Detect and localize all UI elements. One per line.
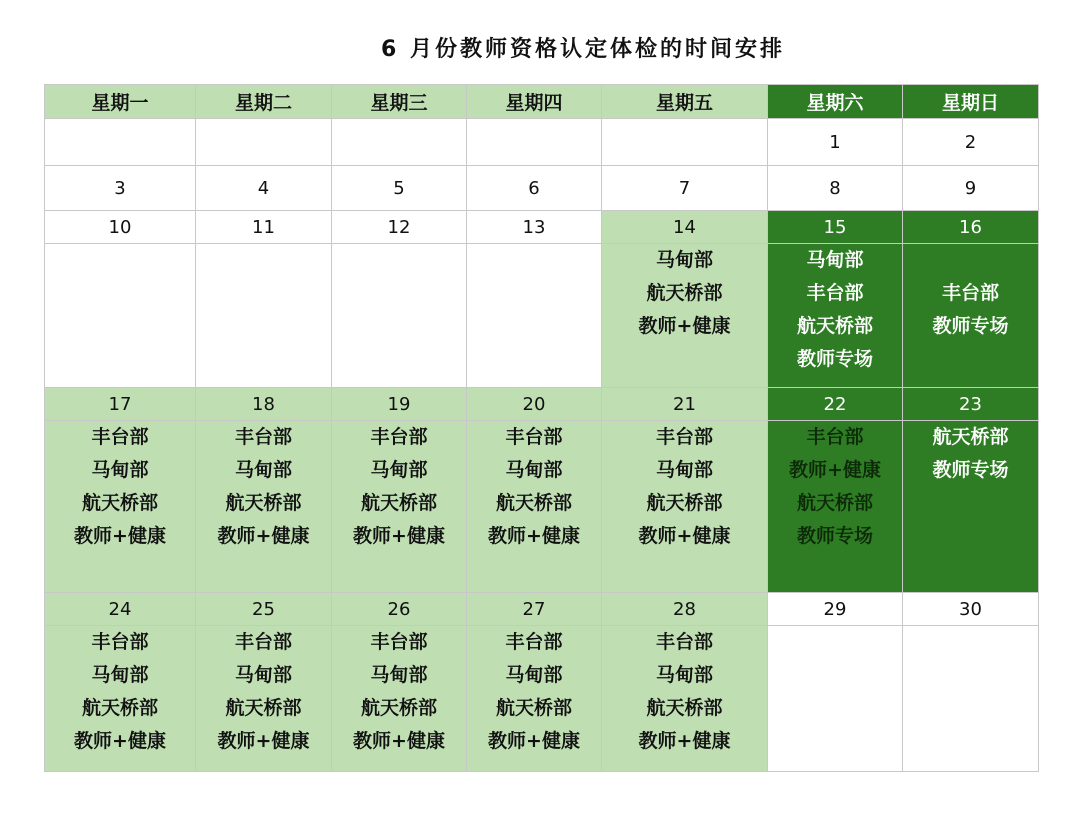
- day-number-10: 10: [45, 211, 196, 244]
- week-1-number-row: [45, 119, 1039, 166]
- schedule-line: [903, 244, 1038, 277]
- day-content-13: [467, 244, 602, 388]
- weekday-header-tue: 星期二: [196, 85, 332, 119]
- schedule-line: 丰台部: [505, 631, 563, 653]
- day-number-21: 21: [602, 388, 768, 421]
- schedule-line: 航天桥部: [932, 426, 1009, 448]
- schedule-line: 航天桥部: [495, 492, 572, 514]
- day-content-27: [467, 626, 602, 772]
- schedule-line: 马甸部: [655, 459, 713, 481]
- day-number-4: 4: [196, 166, 332, 211]
- day-content-24: [45, 626, 196, 772]
- day-number-19: 19: [332, 388, 467, 421]
- empty-day-cell: [196, 119, 332, 166]
- day-number-8: 8: [768, 166, 903, 211]
- day-number-16: 16: [903, 211, 1039, 244]
- schedule-line: 马甸部: [234, 664, 292, 686]
- schedule-line: 马甸部: [370, 459, 428, 481]
- day-number-12: 12: [332, 211, 467, 244]
- day-content-29: [768, 626, 903, 772]
- day-number-5: 5: [332, 166, 467, 211]
- day-number-26: 26: [332, 593, 467, 626]
- schedule-line: 教师+健康: [217, 730, 310, 752]
- day-number-14: 14: [602, 211, 768, 244]
- empty-day-cell: [467, 119, 602, 166]
- empty-day-cell: [602, 119, 768, 166]
- day-content-28: [602, 626, 768, 772]
- schedule-line: 航天桥部: [81, 492, 158, 514]
- day-number-20: 20: [467, 388, 602, 421]
- schedule-line: 马甸部: [655, 664, 713, 686]
- day-number-6: 6: [467, 166, 602, 211]
- schedule-line: 马甸部: [655, 249, 713, 271]
- schedule-line: 丰台部: [655, 426, 713, 448]
- schedule-line: 教师+健康: [74, 525, 166, 547]
- schedule-line: 丰台部: [370, 426, 428, 448]
- day-content-22: [768, 421, 903, 593]
- day-number-2: 2: [903, 119, 1039, 166]
- schedule-line: 航天桥部: [495, 697, 572, 719]
- day-content-20: [467, 421, 602, 593]
- day-content-16: [903, 244, 1039, 388]
- schedule-line: 教师+健康: [353, 730, 445, 752]
- schedule-line: 马甸部: [806, 249, 864, 271]
- day-content-26: [332, 626, 467, 772]
- schedule-line: 航天桥部: [225, 492, 302, 514]
- schedule-line: 丰台部: [91, 426, 149, 448]
- day-number-11: 11: [196, 211, 332, 244]
- calendar-table: [44, 84, 1039, 772]
- weekday-header-sun: 星期日: [903, 85, 1039, 119]
- empty-day-cell: [332, 119, 467, 166]
- day-number-18: 18: [196, 388, 332, 421]
- day-content-21: [602, 421, 768, 593]
- day-content-14: [602, 244, 768, 388]
- week-5-number-row: [45, 593, 1039, 626]
- schedule-line: 教师+健康: [353, 525, 445, 547]
- day-number-17: 17: [45, 388, 196, 421]
- schedule-line: 丰台部: [505, 426, 563, 448]
- schedule-line: 教师+健康: [217, 525, 310, 547]
- schedule-line: 教师+健康: [488, 730, 580, 752]
- schedule-line: 航天桥部: [360, 697, 437, 719]
- day-number-13: 13: [467, 211, 602, 244]
- schedule-line: 丰台部: [234, 426, 292, 448]
- schedule-line: 航天桥部: [360, 492, 437, 514]
- schedule-line: 丰台部: [655, 631, 713, 653]
- week-3-number-row: [45, 211, 1039, 244]
- day-number-30: 30: [903, 593, 1039, 626]
- day-number-3: 3: [45, 166, 196, 211]
- schedule-line: 航天桥部: [646, 492, 723, 514]
- schedule-line: 丰台部: [234, 631, 292, 653]
- schedule-line: 航天桥部: [646, 697, 723, 719]
- schedule-line: 教师专场: [796, 348, 873, 370]
- weekday-header-thu: 星期四: [467, 85, 602, 119]
- day-content-11: [196, 244, 332, 388]
- week-5-content-row: [45, 626, 1039, 772]
- day-content-12: [332, 244, 467, 388]
- schedule-line: 教师+健康: [488, 525, 580, 547]
- day-content-25: [196, 626, 332, 772]
- schedule-line: 马甸部: [91, 459, 149, 481]
- day-content-18: [196, 421, 332, 593]
- day-content-30: [903, 626, 1039, 772]
- day-number-25: 25: [196, 593, 332, 626]
- week-3-content-row: [45, 244, 1039, 388]
- schedule-line: 航天桥部: [81, 697, 158, 719]
- schedule-line: 丰台部: [91, 631, 149, 653]
- schedule-line: 航天桥部: [646, 282, 723, 304]
- day-number-28: 28: [602, 593, 768, 626]
- weekday-header-row: [45, 85, 1039, 119]
- day-content-17: [45, 421, 196, 593]
- day-number-24: 24: [45, 593, 196, 626]
- day-content-10: [45, 244, 196, 388]
- day-content-15: [768, 244, 903, 388]
- schedule-line: 教师+健康: [789, 459, 881, 481]
- schedule-line: 马甸部: [505, 459, 563, 481]
- schedule-line: 丰台部: [806, 426, 864, 448]
- schedule-line: 丰台部: [806, 282, 864, 304]
- schedule-line: 教师专场: [932, 459, 1009, 481]
- day-number-27: 27: [467, 593, 602, 626]
- week-2-number-row: [45, 166, 1039, 211]
- schedule-line: 教师+健康: [638, 315, 731, 337]
- page-title: 6 月份教师资格认定体检的时间安排: [381, 37, 785, 62]
- schedule-line: 丰台部: [941, 282, 999, 304]
- schedule-line: 航天桥部: [796, 315, 873, 337]
- schedule-line: 航天桥部: [225, 697, 302, 719]
- day-number-23: 23: [903, 388, 1039, 421]
- schedule-line: 马甸部: [91, 664, 149, 686]
- day-number-7: 7: [602, 166, 768, 211]
- week-4-number-row: [45, 388, 1039, 421]
- weekday-header-wed: 星期三: [332, 85, 467, 119]
- schedule-line: 教师+健康: [638, 730, 731, 752]
- day-number-1: 1: [768, 119, 903, 166]
- weekday-header-sat: 星期六: [768, 85, 903, 119]
- schedule-line: 教师+健康: [74, 730, 166, 752]
- empty-day-cell: [45, 119, 196, 166]
- schedule-line: 马甸部: [505, 664, 563, 686]
- weekday-header-mon: 星期一: [45, 85, 196, 119]
- day-content-19: [332, 421, 467, 593]
- day-number-22: 22: [768, 388, 903, 421]
- day-number-15: 15: [768, 211, 903, 244]
- schedule-line: 教师+健康: [638, 525, 731, 547]
- schedule-line: 教师专场: [796, 525, 873, 547]
- schedule-line: 航天桥部: [796, 492, 873, 514]
- day-content-23: [903, 421, 1039, 593]
- schedule-line: 马甸部: [370, 664, 428, 686]
- schedule-line: 马甸部: [234, 459, 292, 481]
- week-4-content-row: [45, 421, 1039, 593]
- weekday-header-fri: 星期五: [602, 85, 768, 119]
- schedule-line: 丰台部: [370, 631, 428, 653]
- day-number-9: 9: [903, 166, 1039, 211]
- schedule-line: 教师专场: [932, 315, 1009, 337]
- day-number-29: 29: [768, 593, 903, 626]
